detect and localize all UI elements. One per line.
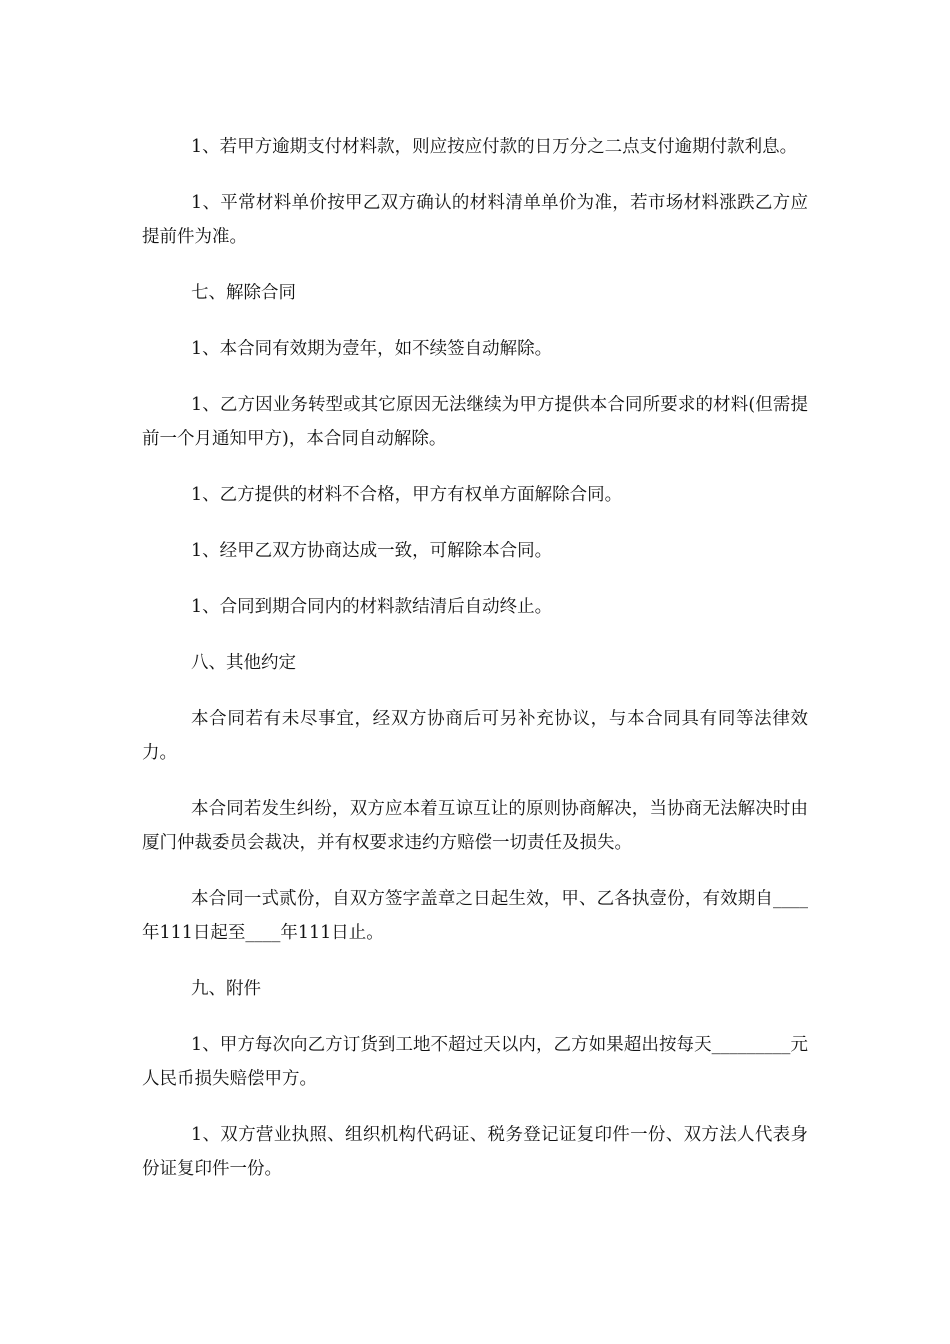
paragraph-supplementary-agreement: 本合同若有未尽事宜，经双方协商后可另补充协议，与本合同具有同等法律效力。 xyxy=(142,709,808,763)
paragraph-unqualified-materials: 1、乙方提供的材料不合格，甲方有权单方面解除合同。 xyxy=(191,485,623,505)
paragraph-dispute-resolution: 本合同若发生纠纷，双方应本着互谅互让的原则协商解决，当协商无法解决时由厦门仲裁委员会裁决，并有权要求违约方赔偿一切责任及损失。 xyxy=(142,799,808,853)
paragraph-delivery-penalty: 1、甲方每次向乙方订货到工地不超过天以内，乙方如果超出按每天_________元人民币损失赔偿甲方。 xyxy=(142,1035,808,1089)
section-heading-other-terms: 八、其他约定 xyxy=(191,653,296,673)
paragraph-auto-termination: 1、合同到期合同内的材料款结清后自动终止。 xyxy=(191,597,553,617)
paragraph-business-transition: 1、乙方因业务转型或其它原因无法继续为甲方提供本合同所要求的材料(但需提前一个月通知甲方)，本合同自动解除。 xyxy=(142,395,808,449)
paragraph-document-copies: 1、双方营业执照、组织机构代码证、税务登记证复印件一份、双方法人代表身份证复印件一份。 xyxy=(142,1125,808,1179)
section-heading-attachments: 九、附件 xyxy=(191,979,261,999)
paragraph-mutual-agreement: 1、经甲乙双方协商达成一致，可解除本合同。 xyxy=(191,541,553,561)
paragraph-validity-period: 1、本合同有效期为壹年，如不续签自动解除。 xyxy=(191,339,553,359)
section-heading-termination: 七、解除合同 xyxy=(191,283,296,303)
paragraph-late-payment-interest: 1、若甲方逾期支付材料款，则应按应付款的日万分之二点支付逾期付款利息。 xyxy=(191,137,798,157)
paragraph-material-unit-price: 1、平常材料单价按甲乙双方确认的材料清单单价为准，若市场材料涨跌乙方应提前件为准。 xyxy=(142,193,808,247)
paragraph-copies-and-effect: 本合同一式贰份，自双方签字盖章之日起生效，甲、乙各执壹份，有效期自____年111日起至____年111日止。 xyxy=(142,889,808,943)
